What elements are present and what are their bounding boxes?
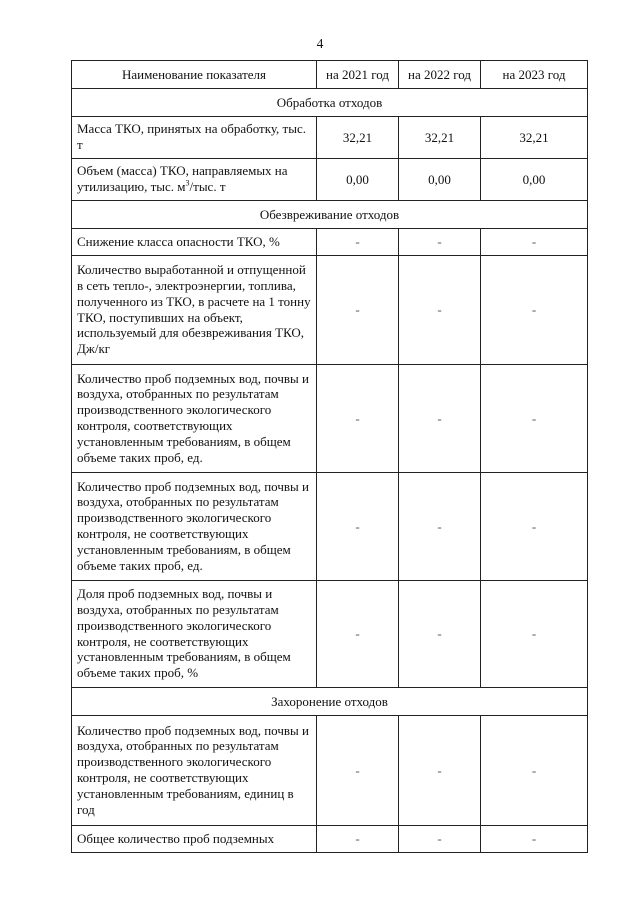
indicator-name: Общее количество проб подземных (72, 826, 317, 853)
table-row (72, 117, 588, 159)
value-2023: - (481, 473, 588, 581)
value-2022: - (399, 229, 481, 256)
table-row (72, 473, 588, 581)
table-row (72, 256, 588, 365)
value-2023: 0,00 (481, 159, 588, 201)
value-2022: - (399, 256, 481, 365)
table-row (72, 826, 588, 853)
value-2023: - (481, 716, 588, 826)
section-row (72, 688, 588, 716)
indicator-name: Количество проб подземных вод, почвы и воздуха, отобранных по результатам производственного экологического контроля, соответствующих установленным требованиям, в общем объеме таких проб, ед. (72, 365, 317, 473)
indicator-name-part: Объем (масса) ТКО, направляемых на утилизацию, тыс. м (77, 163, 288, 194)
page-number: 4 (316, 36, 324, 51)
section-title-processing: Обработка отходов (72, 89, 588, 117)
value-2023: - (481, 256, 588, 365)
header-2021: на 2021 год (317, 61, 399, 89)
value-2022: - (399, 473, 481, 581)
header-2022: на 2022 год (399, 61, 481, 89)
value-2023: 32,21 (481, 117, 588, 159)
indicator-name: Количество выработанной и отпущенной в сеть тепло-, электроэнергии, топлива, полученного из ТКО, в расчете на 1 тонну ТКО, поступивших на объект, используемый для обезвреживания ТКО, Дж/кг (72, 256, 317, 365)
value-2022: - (399, 365, 481, 473)
value-2021: - (317, 473, 399, 581)
indicator-name: Количество проб подземных вод, почвы и воздуха, отобранных по результатам производственного экологического контроля, не соответствующих установленным требованиям, в общем объеме таких проб, ед. (72, 473, 317, 581)
indicator-name-part: /тыс. т (189, 179, 226, 194)
indicators-table (71, 60, 588, 853)
table-row (72, 229, 588, 256)
table-row (72, 365, 588, 473)
value-2021: 0,00 (317, 159, 399, 201)
value-2021: - (317, 716, 399, 826)
indicator-name: Снижение класса опасности ТКО, % (72, 229, 317, 256)
header-indicator-name: Наименование показателя (72, 61, 317, 89)
section-title-landfilling: Захоронение отходов (72, 688, 588, 716)
table-row (72, 159, 588, 201)
value-2021: - (317, 826, 399, 853)
value-2022: - (399, 826, 481, 853)
table-row (72, 716, 588, 826)
indicator-name: Количество проб подземных вод, почвы и воздуха, отобранных по результатам производственного экологического контроля, не соответствующих установленным требованиям, единиц в год (72, 716, 317, 826)
table-header-row (72, 61, 588, 89)
indicator-name: Масса ТКО, принятых на обработку, тыс. т (72, 117, 317, 159)
value-2022: - (399, 581, 481, 688)
indicator-name: Доля проб подземных вод, почвы и воздуха, отобранных по результатам производственного экологического контроля, не соответствующих установленным требованиям, в общем объеме таких проб, % (72, 581, 317, 688)
value-2021: 32,21 (317, 117, 399, 159)
value-2021: - (317, 581, 399, 688)
value-2023: - (481, 229, 588, 256)
section-title-neutralization: Обезвреживание отходов (72, 201, 588, 229)
value-2022: - (399, 716, 481, 826)
value-2023: - (481, 581, 588, 688)
table-row (72, 581, 588, 688)
header-2023: на 2023 год (481, 61, 588, 89)
value-2021: - (317, 365, 399, 473)
value-2023: - (481, 826, 588, 853)
indicator-name-superscript: 3 (185, 178, 190, 188)
value-2023: - (481, 365, 588, 473)
indicator-name (72, 159, 317, 201)
section-row (72, 89, 588, 117)
value-2021: - (317, 256, 399, 365)
value-2021: - (317, 229, 399, 256)
value-2022: 0,00 (399, 159, 481, 201)
value-2022: 32,21 (399, 117, 481, 159)
section-row (72, 201, 588, 229)
